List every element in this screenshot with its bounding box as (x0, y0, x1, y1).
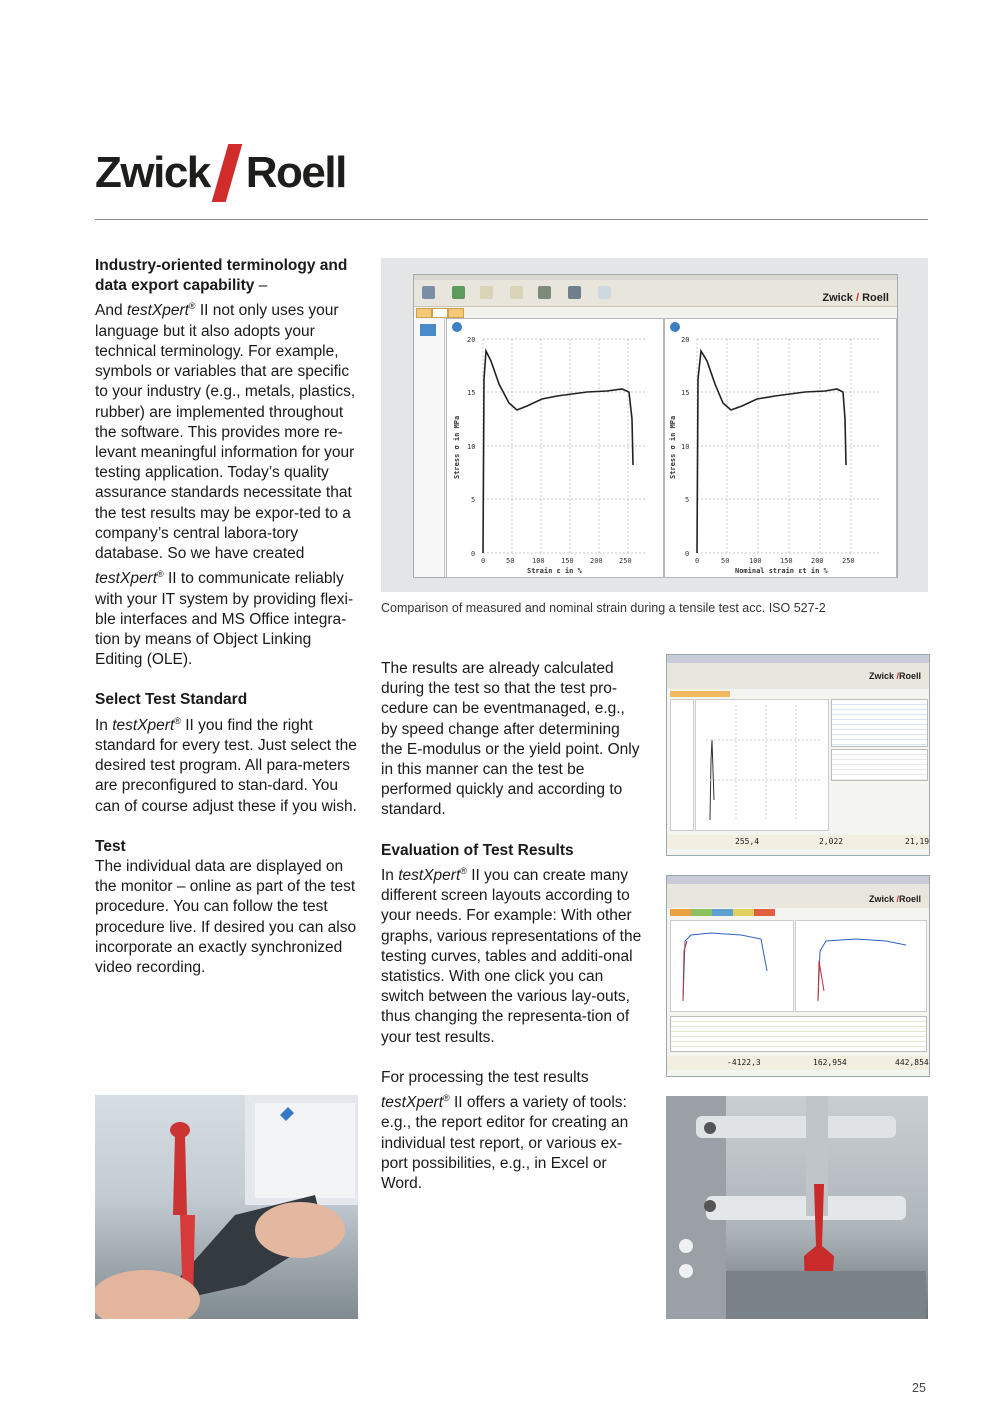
svg-text:0: 0 (685, 550, 690, 558)
paragraph-results: The results are already calculated during the test so that the test pro-cedure can be eventmanaged, e.g., by speed change after determining the E-modulus or the yield point. Only in this manner can the test be performed quickly and according to standard. (381, 660, 640, 819)
svg-text:15: 15 (467, 389, 476, 397)
readout-bar: -4122,3 162,954 442,854 (667, 1056, 929, 1070)
svg-text:10: 10 (467, 443, 476, 451)
svg-text:5: 5 (471, 496, 476, 504)
svg-text:100: 100 (532, 557, 545, 565)
globe-icon (670, 322, 680, 332)
svg-text:200: 200 (590, 557, 603, 565)
app-logo: Zwick /Roell (869, 671, 922, 681)
page-number: 25 (912, 1381, 926, 1395)
x-axis-label: Nominal strain εt in % (735, 567, 828, 575)
software-screenshot-layouts (666, 875, 930, 1077)
svg-text:50: 50 (721, 557, 730, 565)
layout-tab[interactable] (448, 308, 464, 318)
statistics-table (831, 749, 928, 781)
heading-select-test-standard: Select Test Standard (95, 691, 248, 709)
paragraph-test: The individual data are displayed on the monitor – online as part of the test procedure. You can follow the test procedure live. If desired you can also incorporate an exactly synchronized video recording. (95, 857, 357, 976)
toolbar-icon (538, 286, 551, 299)
logo-word-right: Roell (245, 148, 346, 197)
svg-text:5: 5 (685, 496, 690, 504)
svg-text:15: 15 (681, 389, 690, 397)
stress-nominal-strain-curve (697, 351, 846, 553)
toolbar-icon (452, 286, 465, 299)
svg-text:200: 200 (811, 557, 824, 565)
svg-text:150: 150 (780, 557, 793, 565)
readout-bar: 255,4 2,022 21,19 (667, 835, 929, 849)
software-screenshot-results (666, 654, 930, 856)
heading-test: Test (95, 837, 126, 855)
testxpert-window (413, 274, 898, 578)
svg-text:100: 100 (749, 557, 762, 565)
sidebar (414, 318, 445, 577)
app-logo: Zwick /Roell (869, 894, 922, 904)
toolbar (414, 280, 897, 307)
section-terminology: Industry-oriented terminology and data export capability – And testXpert® II not only uses your language but it also adopts your technical terminology. For example, symbols or variables that are specific to your industry (e.g., metals, plastics, rubber) are implemented throughout the software. This provides more re-levant meaningful information for your testing application. Today’s quality assurance standards necessitate that the test results may be expor-ted to a company’s central labora-tory database. So we have created testXpert® II to communicate reliably with your IT system by providing flexi-ble interfaces and MS Office integra-tion by means of Object Linking Editing (OLE). (95, 257, 356, 669)
svg-text:50: 50 (506, 557, 515, 565)
mini-chart (695, 699, 829, 831)
toolbar-icon (598, 286, 611, 299)
logo-slash (211, 144, 242, 202)
results-table (670, 1016, 927, 1052)
chart-nominal-strain (664, 318, 897, 578)
header-rule (95, 219, 928, 220)
y-axis-label: Stress σ in MPa (453, 415, 461, 479)
toolbar-icon (422, 286, 435, 299)
chart-strain (446, 318, 664, 578)
toolbar-icon (510, 286, 523, 299)
mini-chart (670, 920, 794, 1012)
app-logo: Zwick / Roell (822, 292, 889, 304)
heading-evaluation: Evaluation of Test Results (381, 841, 574, 859)
logo-word-left: Zwick (95, 148, 210, 197)
layout-tab[interactable] (432, 308, 448, 318)
photo-specimen-handling (95, 1095, 358, 1319)
results-table (831, 699, 928, 747)
mini-chart (795, 920, 927, 1012)
stress-strain-curve (483, 351, 633, 553)
svg-text:10: 10 (681, 443, 690, 451)
tree-icon (420, 324, 436, 336)
x-axis-label: Strain ε in % (527, 567, 582, 575)
photo-testing-machine (666, 1096, 928, 1319)
paragraph-processing: For processing the test results testXpert® II offers a variety of tools: e.g., the report editor for creating an individual test report, or various ex-port possibilities, e.g., in Excel or Word. (381, 1068, 629, 1192)
paragraph-select-test-standard: In testXpert® II you find the right standard for every test. Just select the desired test program. All para-meters are preconfigured to stan-dard. You can of course adjust these if you wish. (95, 715, 357, 815)
toolbar-icon (480, 286, 493, 299)
svg-text:20: 20 (681, 336, 690, 344)
y-axis-label: Stress σ in MPa (669, 415, 677, 479)
heading-terminology: Industry-oriented terminology and data export capability (95, 257, 348, 295)
svg-text:250: 250 (619, 557, 632, 565)
zwick-roell-logo (95, 138, 346, 208)
figure-caption: Comparison of measured and nominal strain during a tensile test acc. ISO 527-2 (381, 601, 826, 615)
svg-text:250: 250 (842, 557, 855, 565)
left-column (95, 256, 360, 978)
software-screenshot-curves (381, 258, 928, 592)
svg-text:150: 150 (561, 557, 574, 565)
svg-text:0: 0 (695, 557, 700, 565)
svg-text:20: 20 (467, 336, 476, 344)
svg-text:0: 0 (471, 550, 476, 558)
layout-tab[interactable] (416, 308, 432, 318)
paragraph-evaluation: In testXpert® II you can create many different screen layouts according to your needs. For example: With other graphs, various representations of the testing curves, tables and additi-onal statistics. With one click you can switch between the various lay-outs, thus changing the representa-tion of your test results. (381, 865, 642, 1046)
toolbar-icon (568, 286, 581, 299)
middle-column (381, 659, 643, 1194)
globe-icon (452, 322, 462, 332)
svg-text:0: 0 (481, 557, 486, 565)
